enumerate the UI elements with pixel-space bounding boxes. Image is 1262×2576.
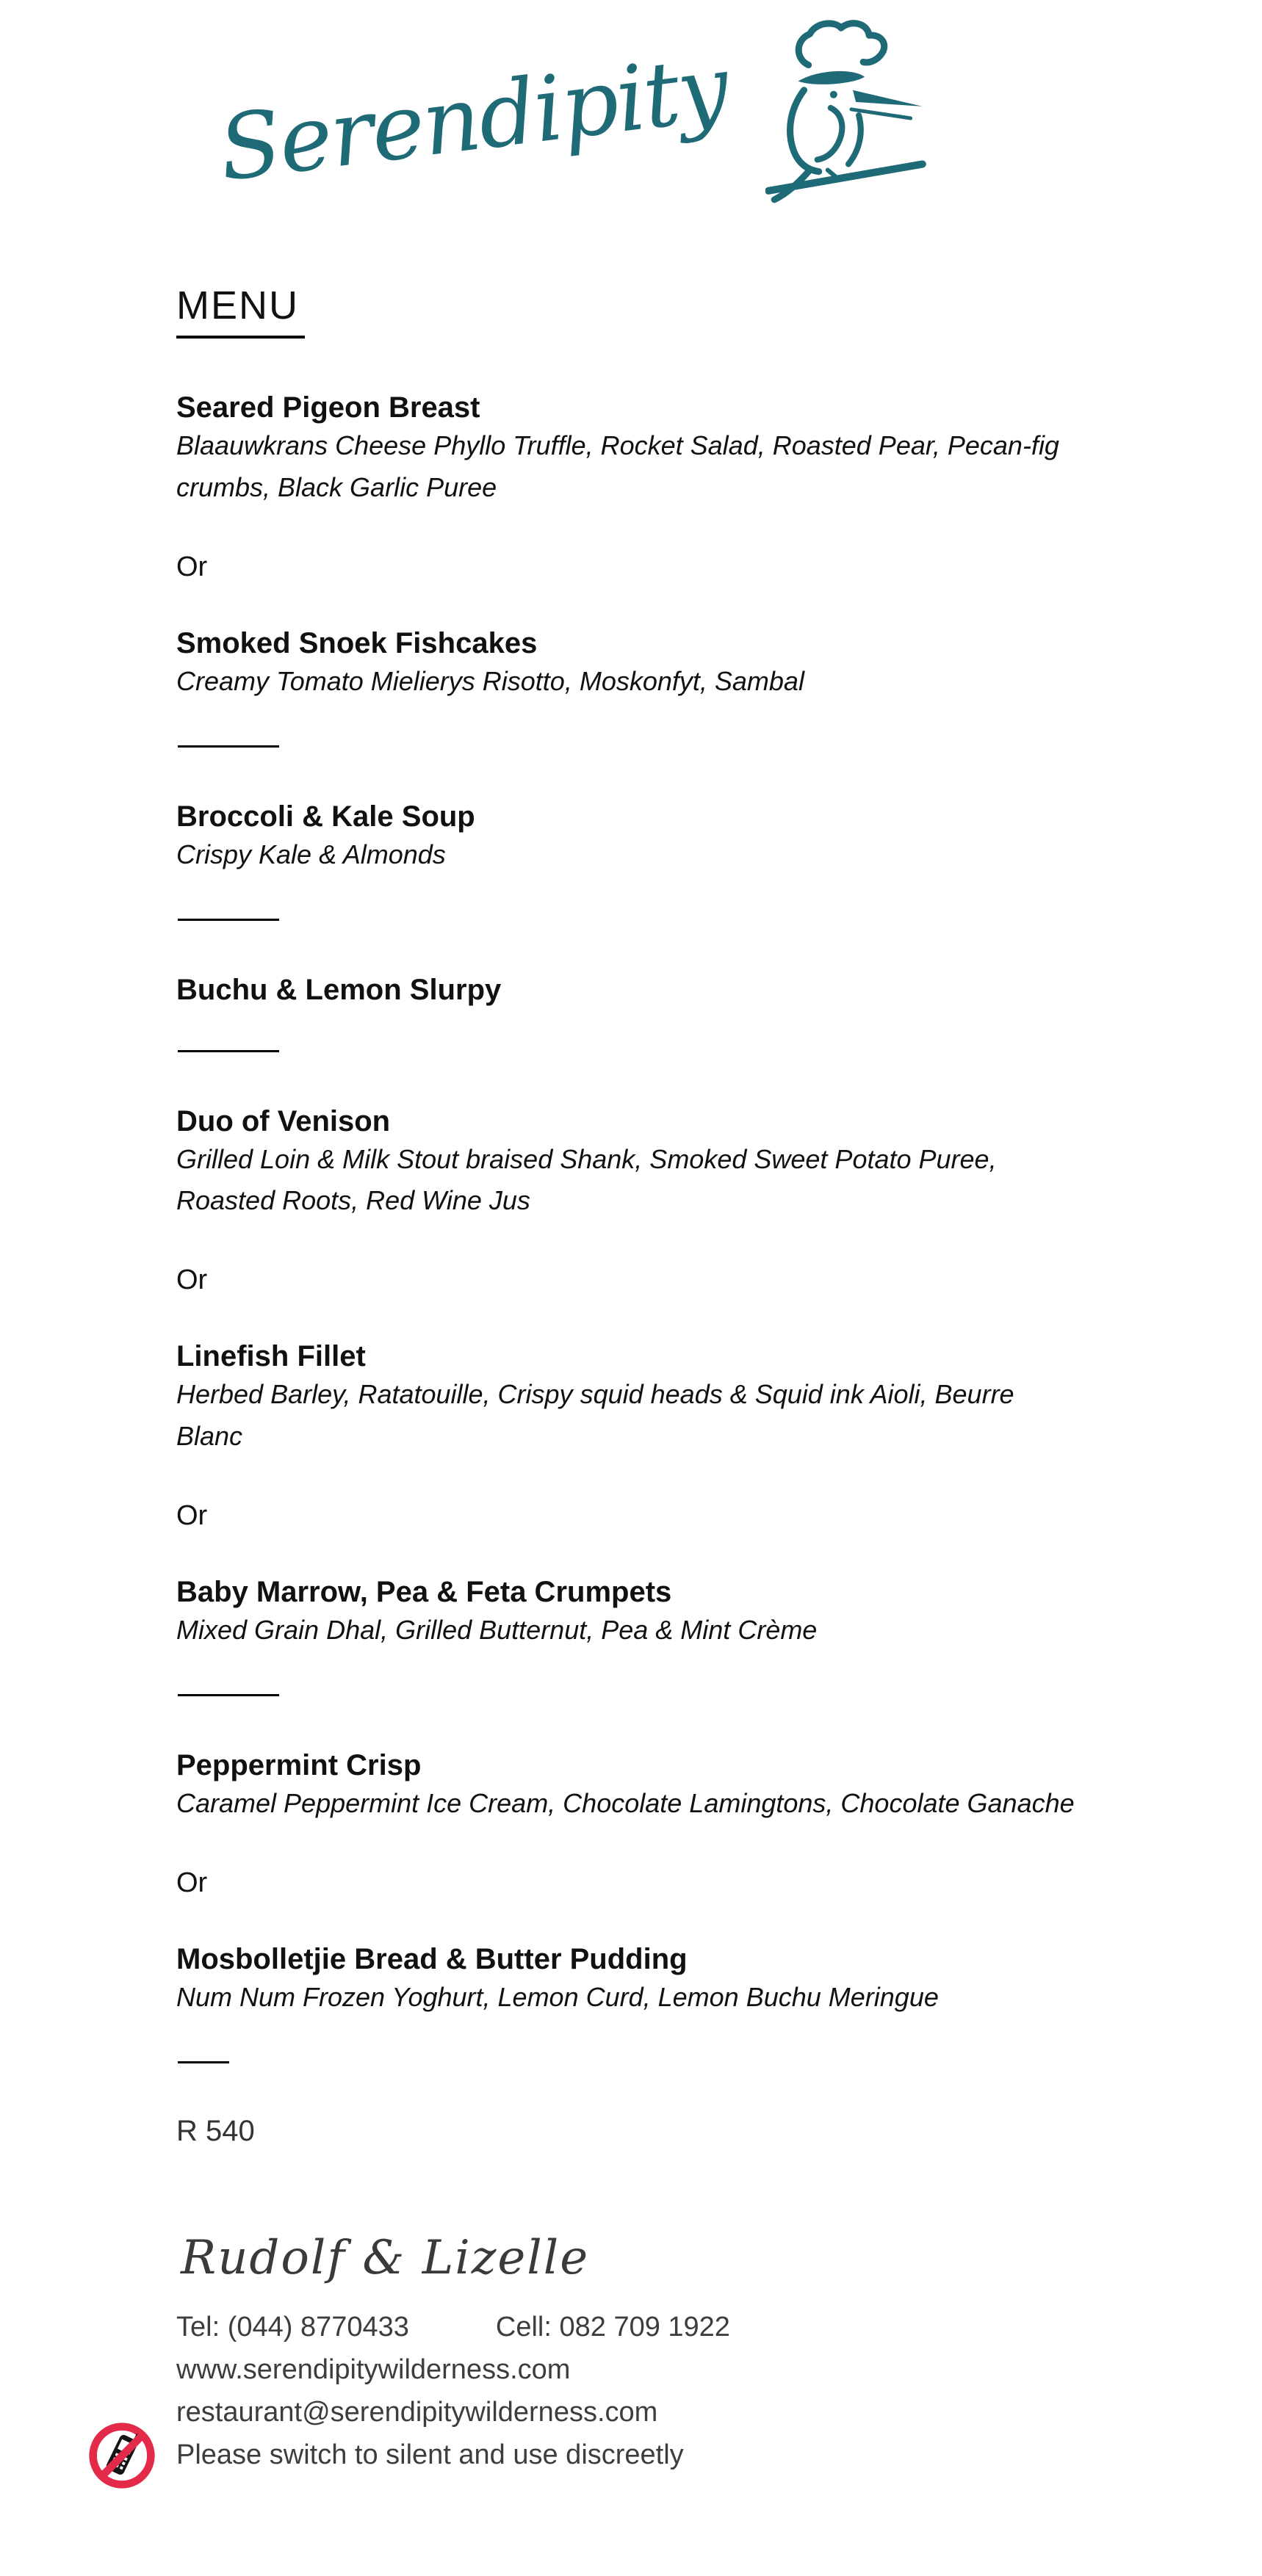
hosts-signature: Rudolf & Lizelle — [181, 2231, 590, 2285]
menu-item — [176, 626, 1083, 703]
tel-number: Tel: (044) 8770433 — [176, 2312, 409, 2342]
course-divider — [178, 919, 279, 921]
phone-etiquette-notice: Please switch to silent and use discreetly — [176, 2439, 684, 2470]
website-url: www.serendipitywilderness.com — [176, 2354, 571, 2385]
no-cellphone-icon — [87, 2420, 157, 2491]
contact-block — [176, 2306, 730, 2476]
menu-list — [176, 390, 1083, 2148]
dish-name: Baby Marrow, Pea & Feta Crumpets — [176, 1576, 672, 1608]
course-divider-short — [178, 2061, 229, 2063]
menu-item — [176, 1748, 1083, 1825]
dish-description: Creamy Tomato Mielierys Risotto, Moskonfyt, Sambal — [176, 665, 804, 696]
dish-description: Blaauwkrans Cheese Phyllo Truffle, Rocket Salad, Roasted Pear, Pecan-fig crumbs, Black Garlic Puree — [176, 430, 1059, 502]
or-separator: Or — [176, 1500, 208, 1531]
cell-number: Cell: 082 709 1922 — [495, 2312, 730, 2342]
menu-item — [176, 1574, 1083, 1651]
dish-description: Herbed Barley, Ratatouille, Crispy squid heads & Squid ink Aioli, Beurre Blanc — [176, 1379, 1014, 1452]
dish-description: Mixed Grain Dhal, Grilled Butternut, Pea & Mint Crème — [176, 1615, 818, 1645]
course-divider — [178, 1694, 279, 1696]
email-address: restaurant@serendipitywilderness.com — [176, 2397, 658, 2428]
dish-name: Buchu & Lemon Slurpy — [176, 973, 502, 1006]
dish-description: Num Num Frozen Yoghurt, Lemon Curd, Lemon Buchu Meringue — [176, 1981, 939, 2012]
dish-name: Peppermint Crisp — [176, 1748, 422, 1781]
page-title: MENU — [176, 283, 305, 339]
dish-description: Caramel Peppermint Ice Cream, Chocolate Lamingtons, Chocolate Ganache — [176, 1787, 1075, 1818]
or-separator: Or — [176, 551, 208, 582]
dish-name: Broccoli & Kale Soup — [176, 800, 475, 833]
menu-item — [176, 1104, 1083, 1223]
or-separator: Or — [176, 1867, 208, 1898]
dish-name: Mosbolletjie Bread & Butter Pudding — [176, 1942, 688, 1975]
menu-item — [176, 1942, 1083, 2019]
kingfisher-chef-icon — [765, 19, 936, 211]
menu-item — [176, 799, 1083, 876]
dish-description: Grilled Loin & Milk Stout braised Shank, Smoked Sweet Potato Puree, Roasted Roots, Red Wine Jus — [176, 1143, 997, 1216]
or-separator: Or — [176, 1265, 208, 1296]
dish-description: Crispy Kale & Almonds — [176, 839, 446, 869]
menu-item — [176, 972, 1083, 1007]
dish-name: Seared Pigeon Breast — [176, 391, 480, 424]
course-divider — [178, 745, 279, 748]
dish-name: Duo of Venison — [176, 1104, 391, 1137]
dish-name: Linefish Fillet — [176, 1340, 366, 1373]
menu-item — [176, 390, 1083, 509]
menu-price: R 540 — [176, 2114, 255, 2147]
course-divider — [178, 1050, 279, 1052]
menu-item — [176, 1339, 1083, 1458]
logo-wordmark: Serendipity — [213, 35, 733, 201]
restaurant-logo — [213, 29, 1080, 279]
menu-content — [176, 283, 1083, 2148]
dish-name: Smoked Snoek Fishcakes — [176, 626, 538, 659]
phone-numbers-line — [176, 2306, 730, 2348]
